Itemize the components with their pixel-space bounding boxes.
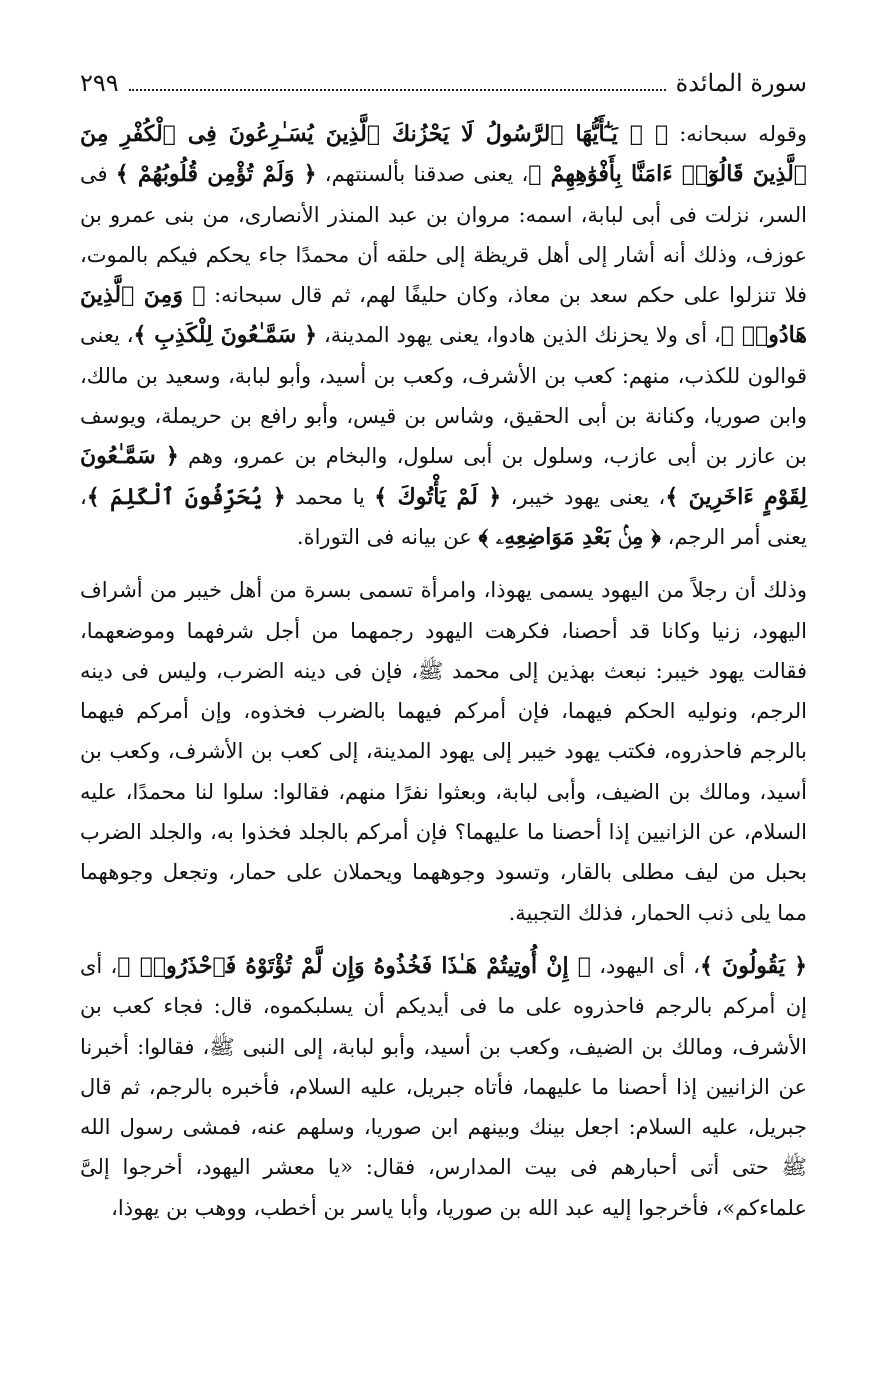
quran-quote: ﴿ لَمْ يَأْتُوكَ ﴾ — [374, 483, 502, 510]
dotted-leader — [129, 65, 666, 91]
body-text: يا محمد — [285, 484, 375, 509]
body-text: ، يعنى قوالون للكذب، منهم: كعب بن الأشرف، وكعب بن أسيد، وأبو لبابة، وسعيد بن مالك، وابن صوريا، وكنانة بن أبى الحقيق، وشاس بن قيس، وأبو رافع بن حريملة، ويوسف بن عازر بن أبى عازب، وسلول بن أبى سلول، والبخام بن عمرو، وهم — [80, 323, 807, 469]
quran-quote: ﴿ مِنۢ بَعْدِ مَوَاضِعِهِۦ ﴾ — [478, 523, 661, 550]
body-text: وقوله سبحانه: — [668, 122, 807, 146]
quran-quote: ﴿ سَمَّـٰعُونَ لِقَوْمٍ ءَاخَرِينَ ﴾ — [80, 443, 807, 510]
paragraph — [80, 114, 807, 557]
surah-title: سورة المائدة — [675, 69, 807, 97]
body-text: ، أى ولا يحزنك الذين هادوا، يعنى يهود المدينة، — [317, 323, 721, 348]
paragraph — [80, 570, 807, 933]
body-text: فى السر، نزلت فى أبى لبابة، اسمه: مروان بن عبد المنذر الأنصارى، من بنى عمرو بن عوزف، وذلك أنه أشار إلى أهل قريظة إلى حلقه أن محمدًا جاء يحكم فيكم بالموت، فلا تنزلوا على حكم سعد بن معاذ، وكان حليفًا لهم، ثم قال سبحانه: — [80, 162, 808, 308]
page-number: ٢٩٩ — [80, 69, 119, 97]
paragraph — [80, 946, 807, 1228]
quran-quote: ﴿ وَمِنَ ٱلَّذِينَ هَادُوا۟ ﴾ — [80, 282, 807, 349]
body-text: ، أى إن أمركم بالرجم فاحذروه على ما فى أيديكم أن يسلبكموه، قال: فجاء كعب بن الأشرف، ومالك بن الضيف، وكعب بن أسيد، وأبو لبابة، إلى النبى ﷺ، فقالوا: أخبرنا عن الزانيين إذا أحصنا ما عليهما، فأتاه جبريل، عليه السلام، فأخبره بالرجم، ثم قال جبريل، عليه السلام: اجعل بينك وبينهم ابن صوريا، وسلهم عنه، فمشى رسول الله ﷺ حتى أتى أحبارهم فى بيت المدارس، فقال: «يا معشر اليهود، أخرجوا إلىَّ علماءكم»، فأخرجوا إليه عبد الله بن صوريا، وأبا ياسر بن أخطب، ووهب بن يهوذا، — [80, 953, 807, 1220]
quran-quote: ﴿ إِنْ أُوتِيتُمْ هَـٰذَا فَخُذُوهُ وَإِن لَّمْ تُؤْتَوْهُ فَٱحْذَرُوا۟ ﴾ — [117, 952, 591, 979]
body-text: ، يعنى صدقنا بألسنتهم، — [316, 162, 529, 187]
page-body — [80, 114, 807, 1228]
quran-quote: ﴿ وَلَمْ تُؤْمِن قُلُوبُهُمْ ﴾ — [115, 161, 317, 188]
body-text: عن بيانه فى التوراة. — [296, 524, 479, 549]
body-text: وذلك أن رجلاً من اليهود يسمى يهوذا، وامرأة تسمى بسرة من أهل خيبر من أشراف اليهود، زنيا وكانا قد أحصنا، فكرهت اليهود رجمهما من أجل شرفهما وموضعهما، فقالت يهود خيبر: نبعث بهذين إلى محمد ﷺ، فإن فى دينه الضرب، وليس فى دينه الرجم، ونوليه الحكم فيهما، فإن أمركم فيهما بالضرب فخذوه، وإن أمركم فيهما بالرجم فاحذروه، فكتب يهود خيبر إلى يهود المدينة، إلى كعب بن الأشرف، وكعب بن أسيد، ومالك بن الضيف، وأبى لبابة، وبعثوا نفرًا منهم، فقالوا: سلوا لنا محمدًا، عليه السلام، عن الزانيين إذا أحصنا ما عليهما؟ فإن أمركم بالجلد فخذوا به، والجلد الضرب بحبل من ليف مطلى بالقار، وتسود وجوههما ويحملان على حمار، وتجعل وجوههما مما يلى ذنب الحمار، فذلك التجبية. — [80, 578, 807, 925]
body-text: ، يعنى أمر الرجم، — [80, 484, 807, 549]
quran-quote: ﴿ سَمَّـٰعُونَ لِلْكَذِبِ ﴾ — [133, 322, 318, 349]
body-text: ، أى اليهود، — [591, 953, 700, 978]
quran-quote: ﴿ يُحَرِّفُونَ ٱلْكَلِمَ ﴾ — [86, 483, 286, 510]
page-header — [80, 60, 807, 106]
quran-quote: ﴿ ۞ يَـٰٓأَيُّهَا ٱلرَّسُولُ لَا يَحْزُنكَ ٱلَّذِينَ يُسَـٰرِعُونَ فِى ٱلْكُفْرِ مِنَ ٱلَّذِينَ قَالُوٓا۟ ءَامَنَّا بِأَفْوَٰهِهِمْ ﴾ — [80, 121, 808, 188]
quran-quote: ﴿ يَقُولُونَ ﴾ — [699, 952, 807, 979]
body-text: ، يعنى يهود خيبر، — [501, 484, 666, 509]
